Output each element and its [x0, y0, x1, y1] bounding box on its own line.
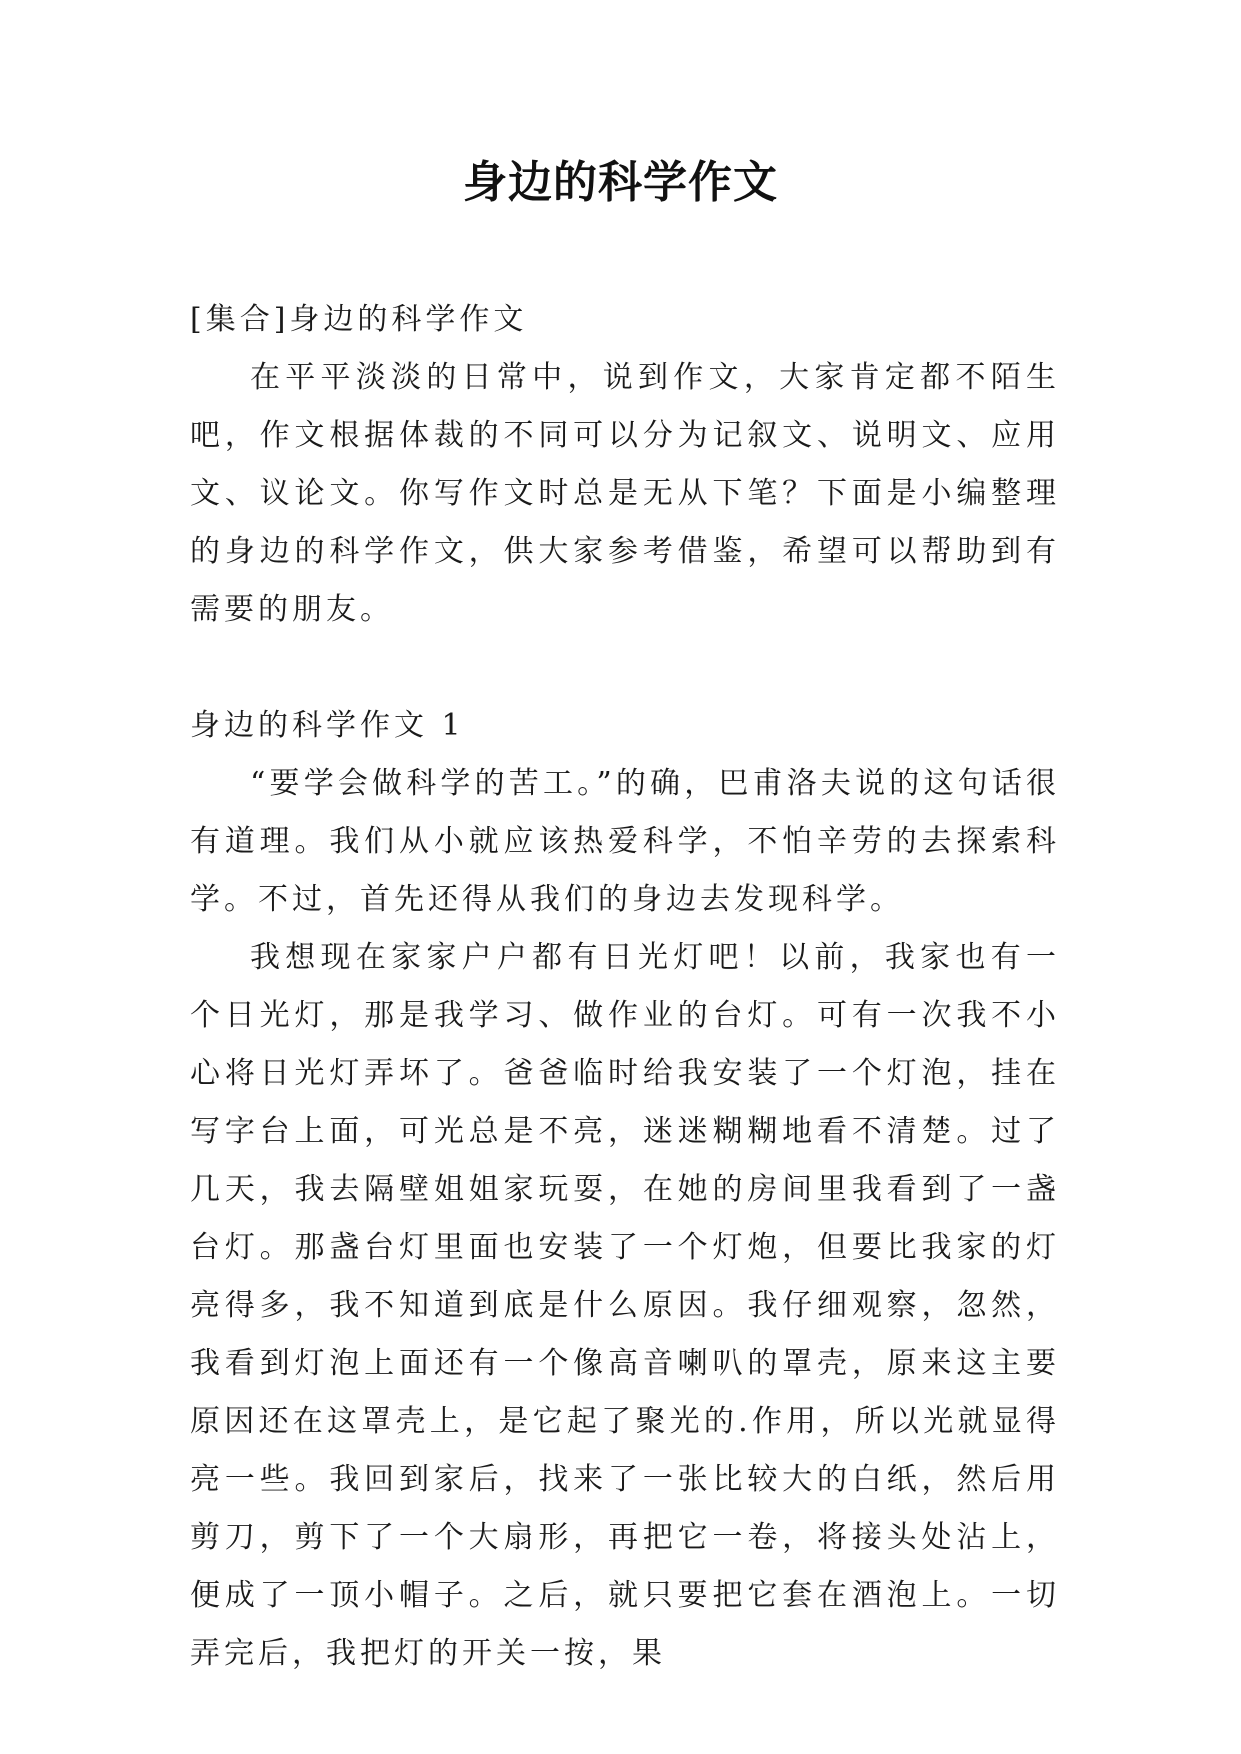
body-paragraph-2: 我想现在家家户户都有日光灯吧！以前，我家也有一个日光灯，那是我学习、做作业的台灯。可有一次我不小心将日光灯弄坏了。爸爸临时给我安装了一个灯泡，挂在写字台上面，可光总是不亮，迷迷糊糊地看不清楚。过了几天，我去隔壁姐姐家玩耍，在她的房间里我看到了一盏台灯。那盏台灯里面也安装了一个灯炮，但要比我家的灯亮得多，我不知道到底是什么原因。我仔细观察，忽然，我看到灯泡上面还有一个像高音喇叭的罩壳，原来这主要原因还在这罩壳上，是它起了聚光的.作用，所以光就显得亮一些。我回到家后，找来了一张比较大的白纸，然后用剪刀，剪下了一个大扇形，再把它一卷，将接头处沾上，便成了一顶小帽子。之后，就只要把它套在酒泡上。一切弄完后，我把灯的开关一按，果	[190, 940, 1060, 1671]
document-subtitle: [集合]身边的科学作文	[190, 302, 528, 337]
document-body	[190, 291, 1060, 1683]
document-title: 身边的科学作文	[463, 157, 778, 208]
body-paragraph-1: “要学会做科学的苦工。”的确，巴甫洛夫说的这句话很有道理。我们从小就应该热爱科学，不怕辛劳的去探索科学。不过，首先还得从我们的身边去发现科学。	[190, 766, 1060, 917]
section-spacer	[190, 639, 1060, 697]
section-heading: 身边的科学作文 1	[190, 708, 465, 743]
intro-paragraph: 在平平淡淡的日常中，说到作文，大家肯定都不陌生吧，作文根据体裁的不同可以分为记叙文、说明文、应用文、议论文。你写作文时总是无从下笔？下面是小编整理的身边的科学作文，供大家参考借鉴，希望可以帮助到有需要的朋友。	[190, 360, 1060, 627]
